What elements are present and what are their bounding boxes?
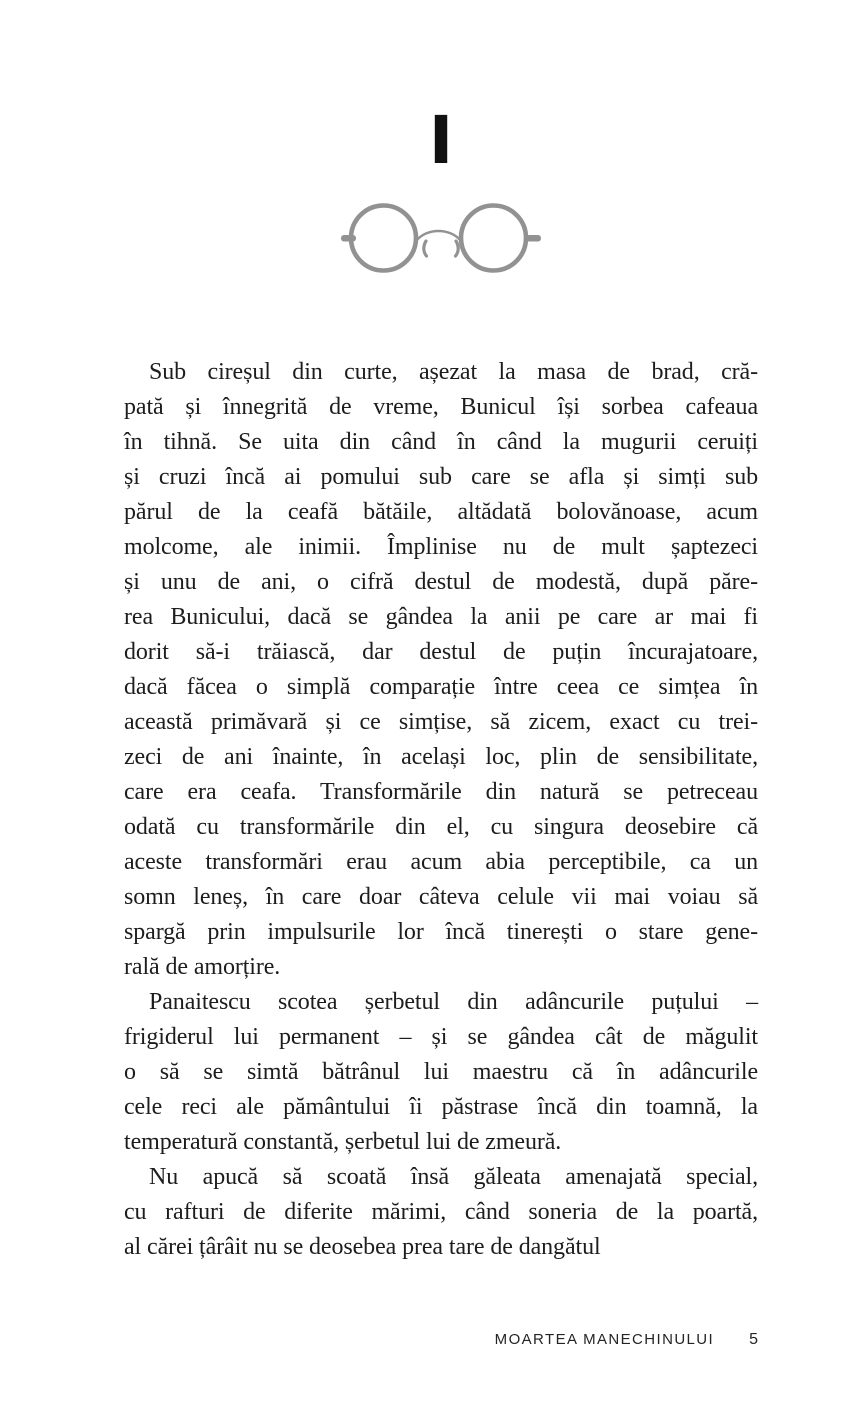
- text-line: care era ceafa. Transformările din natură se petreceau: [124, 779, 758, 805]
- text-line: temperatură constantă, șerbetul lui de zmeură.: [124, 1129, 562, 1155]
- body-text: [124, 355, 758, 1265]
- text-line: Sub cireșul din curte, așezat la masa de brad, cră-: [149, 359, 758, 385]
- text-line: și cruzi încă ai pomului sub care se afla și simți sub: [124, 464, 758, 490]
- text-line: Panaitescu scotea șerbetul din adâncurile puțului –: [149, 989, 758, 1015]
- paragraph: [124, 1160, 758, 1265]
- text-line: frigiderul lui permanent – și se gândea cât de măgulit: [124, 1024, 758, 1050]
- paragraph: [124, 985, 758, 1160]
- text-line: odată cu transformările din el, cu singura deosebire că: [124, 814, 758, 840]
- text-line: părul de la ceafă bătăile, altădată bolovănoase, acum: [124, 499, 758, 525]
- text-line: zeci de ani înainte, în același loc, plin de sensibilitate,: [124, 744, 758, 770]
- text-line: somn leneș, în care doar câteva celule vii mai voiau să: [124, 884, 758, 910]
- running-title: MOARTEA MANECHINULUI: [494, 1331, 715, 1348]
- text-line: dacă făcea o simplă comparație între ceea ce simțea în: [124, 674, 758, 700]
- paragraph: [124, 355, 758, 985]
- eyeglasses-icon: [124, 190, 758, 290]
- text-line: rală de amorțire.: [124, 954, 281, 980]
- text-line: cele reci ale pământului îi păstrase încă din toamnă, la: [124, 1094, 758, 1120]
- text-line: aceste transformări erau acum abia perceptibile, ca un: [124, 849, 758, 875]
- text-line: molcome, ale inimii. Împlinise nu de mult șaptezeci: [124, 534, 758, 560]
- text-line: al cărei țârâit nu se deosebea prea tare de dangătul: [124, 1234, 601, 1260]
- chapter-number: I: [428, 102, 454, 179]
- text-line: și unu de ani, o cifră destul de modestă, după păre-: [124, 569, 758, 595]
- text-line: dorit să-i trăiască, dar destul de puțin încurajatoare,: [124, 639, 758, 665]
- page-number: 5: [749, 1331, 758, 1348]
- text-line: în tihnă. Se uita din când în când la mugurii ceruiți: [124, 429, 758, 455]
- text-line: cu rafturi de diferite mărimi, când soneria de la poartă,: [124, 1199, 758, 1225]
- text-line: rea Bunicului, dacă se gândea la anii pe care ar mai fi: [124, 604, 758, 630]
- text-line: spargă prin impulsurile lor încă tinerești o stare gene-: [124, 919, 758, 945]
- text-line: o să se simtă bătrânul lui maestru că în adâncurile: [124, 1059, 758, 1085]
- page-footer: [124, 1331, 758, 1349]
- text-line: Nu apucă să scoată însă găleata amenajată special,: [149, 1164, 758, 1190]
- text-line: pată și înnegrită de vreme, Bunicul își sorbea cafeaua: [124, 394, 758, 420]
- text-line: această primăvară și ce simțise, să zicem, exact cu trei-: [124, 709, 758, 735]
